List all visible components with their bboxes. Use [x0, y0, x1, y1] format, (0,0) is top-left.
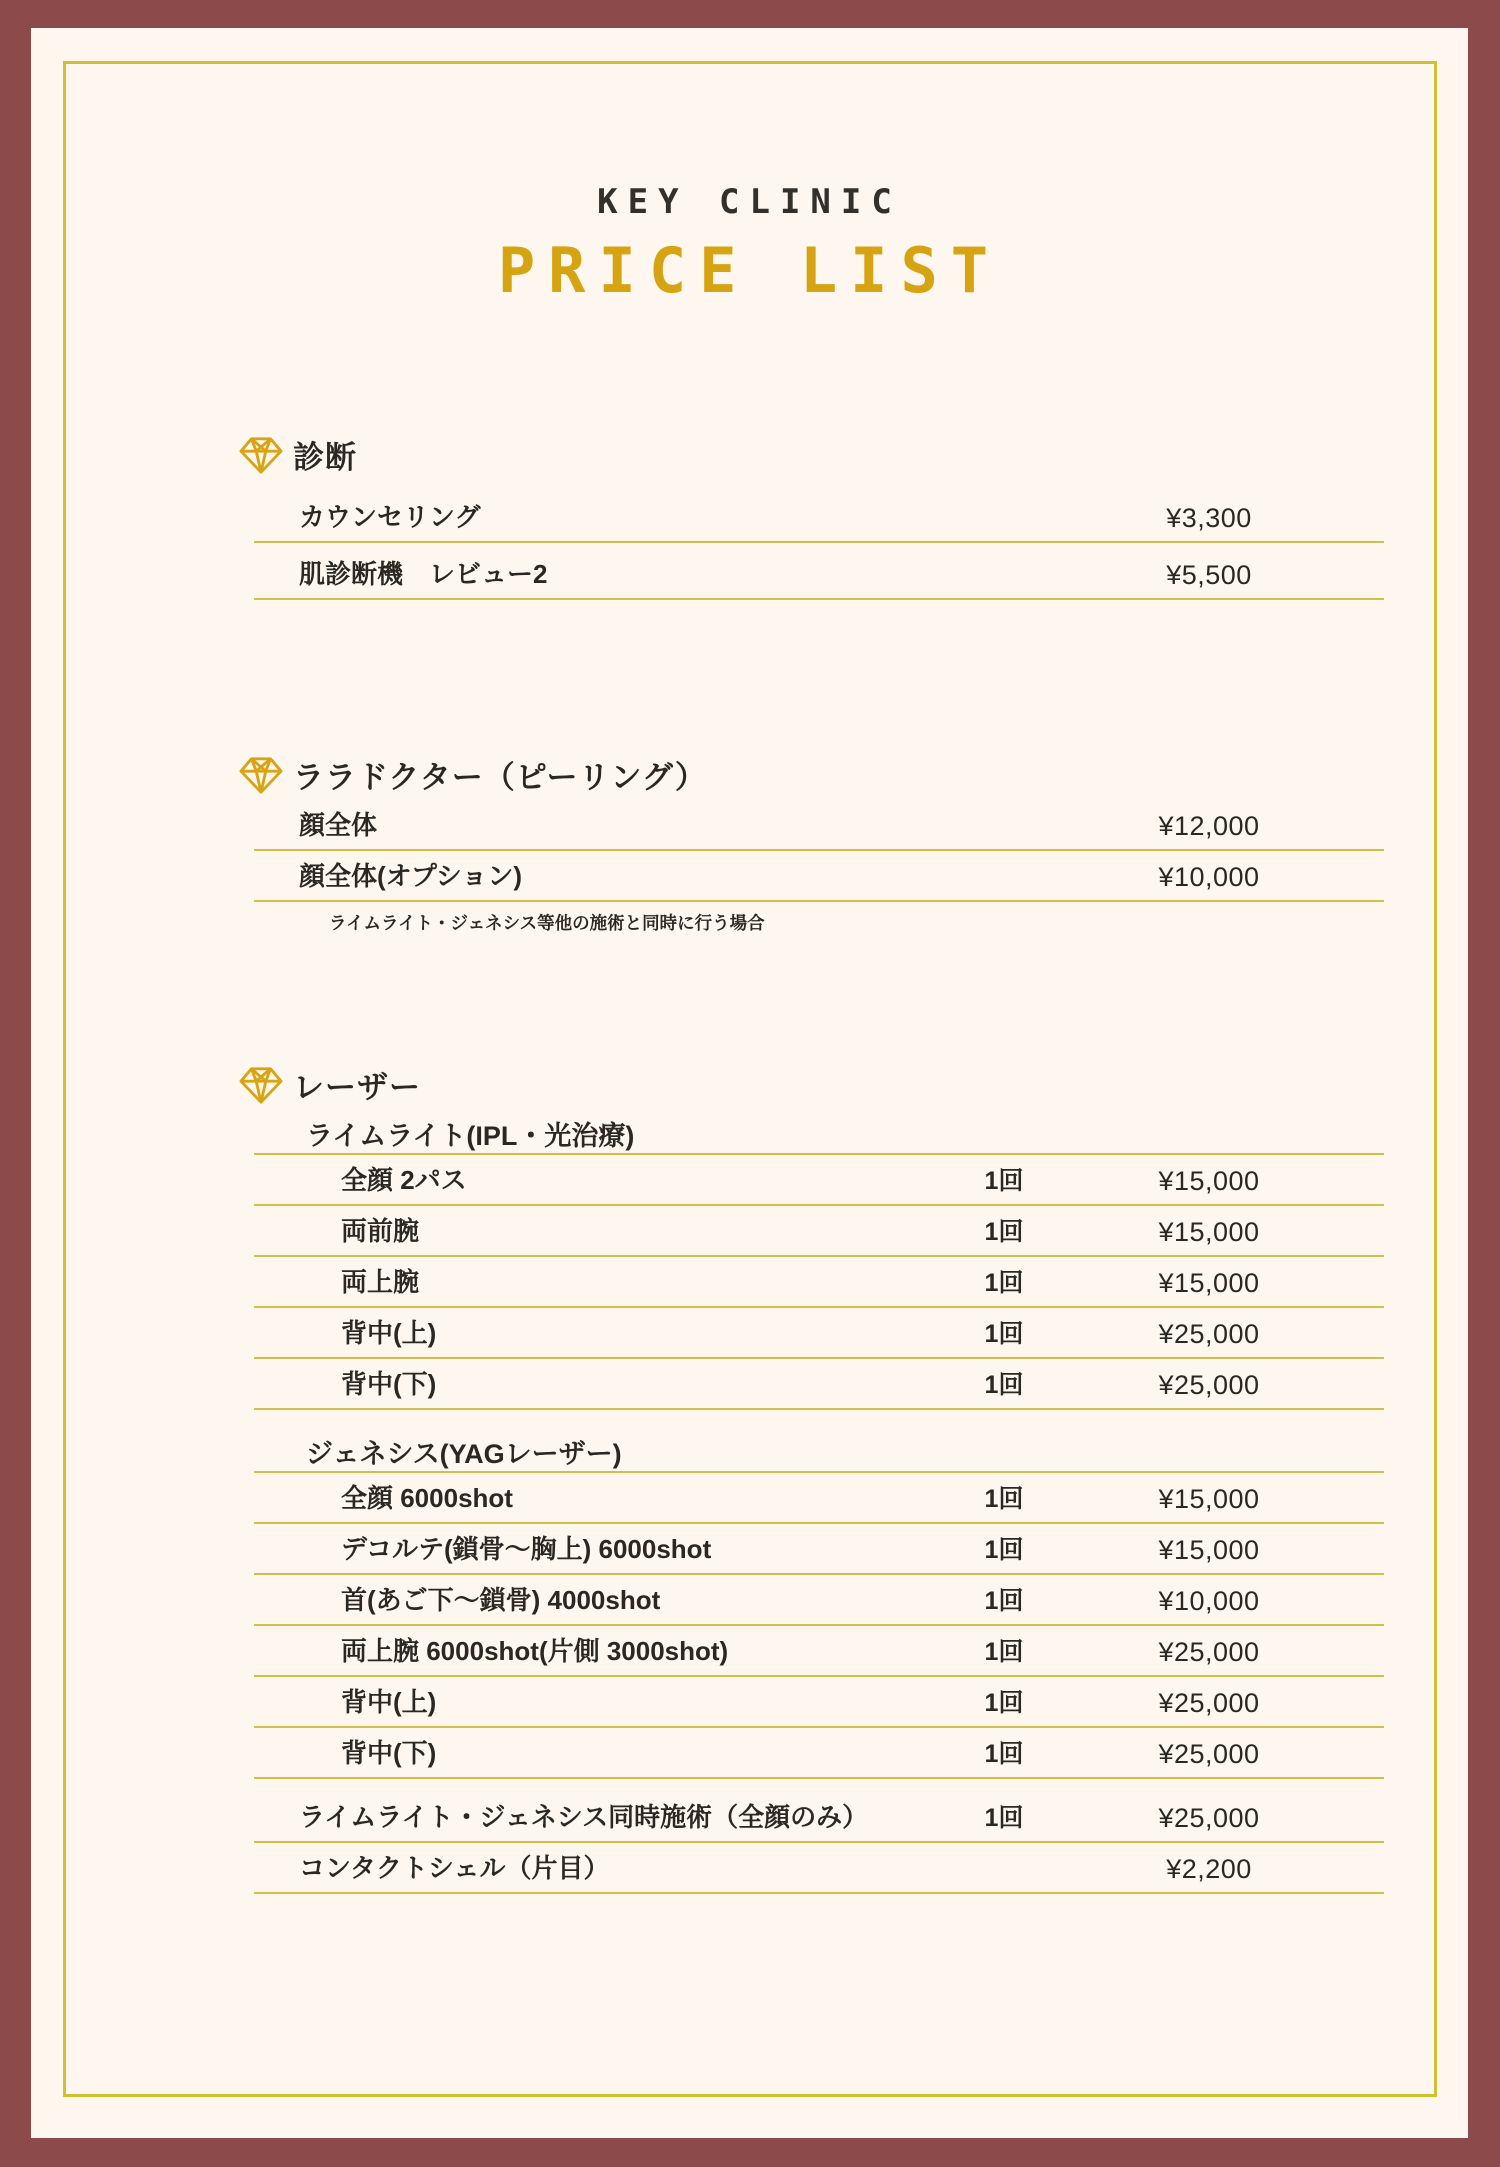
price-row: [254, 543, 1384, 600]
item-count: 1回: [984, 1218, 1024, 1246]
diamond-gem-icon: [238, 434, 284, 476]
section-header-diagnosis: [238, 432, 357, 477]
price-row: [254, 1790, 1384, 1843]
item-label: デコルテ(鎖骨～胸上) 6000shot: [341, 1534, 712, 1564]
diamond-gem-icon: [238, 1064, 284, 1106]
item-price: ¥25,000: [1158, 1739, 1260, 1769]
item-label: 背中(下): [341, 1369, 437, 1399]
item-label: 顔全体: [299, 810, 378, 840]
price-row: [254, 1206, 1384, 1257]
item-price: ¥12,000: [1158, 811, 1260, 841]
item-count: 1回: [984, 1485, 1024, 1513]
item-price: ¥10,000: [1158, 1586, 1260, 1616]
item-count: 1回: [984, 1804, 1024, 1832]
price-row: [254, 1155, 1384, 1206]
item-label: 全顔 2パス: [341, 1165, 467, 1195]
price-row: [254, 1359, 1384, 1410]
section-header-lala-doctor: [238, 752, 707, 797]
item-label: コンタクトシェル（片目）: [299, 1853, 610, 1883]
price-row: [254, 800, 1384, 851]
item-count: 1回: [984, 1320, 1024, 1348]
section-title: 診断: [293, 440, 357, 475]
price-row: [254, 486, 1384, 543]
item-label: 両前腕: [341, 1216, 420, 1246]
price-list-page: [31, 28, 1468, 2138]
item-price: ¥25,000: [1158, 1688, 1260, 1718]
item-price: ¥15,000: [1158, 1535, 1260, 1565]
item-price: ¥25,000: [1158, 1319, 1260, 1349]
item-price: ¥15,000: [1158, 1166, 1260, 1196]
section-laser-rows: [254, 1116, 1384, 1894]
item-label: ライムライト・ジェネシス同時施術（全顔のみ）: [299, 1802, 869, 1832]
item-count: 1回: [984, 1689, 1024, 1717]
item-price: ¥5,500: [1166, 560, 1252, 590]
item-label: カウンセリング: [299, 502, 481, 532]
price-row: [254, 1257, 1384, 1308]
section-title: レーザー: [293, 1070, 421, 1105]
price-row: [254, 1626, 1384, 1677]
item-price: ¥10,000: [1158, 862, 1260, 892]
item-label: 背中(下): [341, 1738, 437, 1768]
option-note: ライムライト・ジェネシス等他の施術と同時に行う場合: [329, 913, 765, 933]
subsection-title-genesis: ジェネシス(YAGレーザー): [254, 1434, 1384, 1473]
item-count: 1回: [984, 1269, 1024, 1297]
item-count: 1回: [984, 1371, 1024, 1399]
item-price: ¥15,000: [1158, 1268, 1260, 1298]
item-price: ¥3,300: [1166, 503, 1252, 533]
item-label: 顔全体(オプション): [299, 861, 522, 891]
section-title: ララドクター（ピーリング）: [293, 760, 707, 795]
price-row: [254, 1473, 1384, 1524]
price-row: [254, 1308, 1384, 1359]
item-price: ¥2,200: [1166, 1854, 1252, 1884]
item-price: ¥15,000: [1158, 1484, 1260, 1514]
item-label: 両上腕: [341, 1267, 420, 1297]
item-count: 1回: [984, 1638, 1024, 1666]
clinic-name: KEY CLINIC: [597, 182, 902, 222]
item-label: 背中(上): [341, 1687, 437, 1717]
subsection-title-limelight: ライムライト(IPL・光治療): [254, 1116, 1384, 1155]
price-row: [254, 1677, 1384, 1728]
item-count: 1回: [984, 1536, 1024, 1564]
item-label: 両上腕 6000shot(片側 3000shot): [341, 1636, 729, 1666]
section-lala-doctor-rows: [254, 800, 1384, 935]
item-price: ¥25,000: [1158, 1370, 1260, 1400]
item-label: 全顔 6000shot: [341, 1483, 513, 1513]
item-label: 背中(上): [341, 1318, 437, 1348]
price-row: [254, 1575, 1384, 1626]
section-header-laser: [238, 1062, 421, 1107]
item-count: 1回: [984, 1740, 1024, 1768]
diamond-gem-icon: [238, 754, 284, 796]
item-label: 首(あご下～鎖骨) 4000shot: [341, 1585, 661, 1615]
item-price: ¥25,000: [1158, 1637, 1260, 1667]
item-label: 肌診断機 レビュー2: [299, 559, 548, 589]
price-row: [254, 1524, 1384, 1575]
item-count: 1回: [984, 1167, 1024, 1195]
price-row: [254, 1843, 1384, 1894]
section-diagnosis-rows: [254, 486, 1384, 600]
item-price: ¥15,000: [1158, 1217, 1260, 1247]
price-row: [254, 851, 1384, 902]
page-title: PRICE LIST: [497, 234, 1002, 307]
item-count: 1回: [984, 1587, 1024, 1615]
price-row: [254, 1728, 1384, 1779]
item-price: ¥25,000: [1158, 1803, 1260, 1833]
